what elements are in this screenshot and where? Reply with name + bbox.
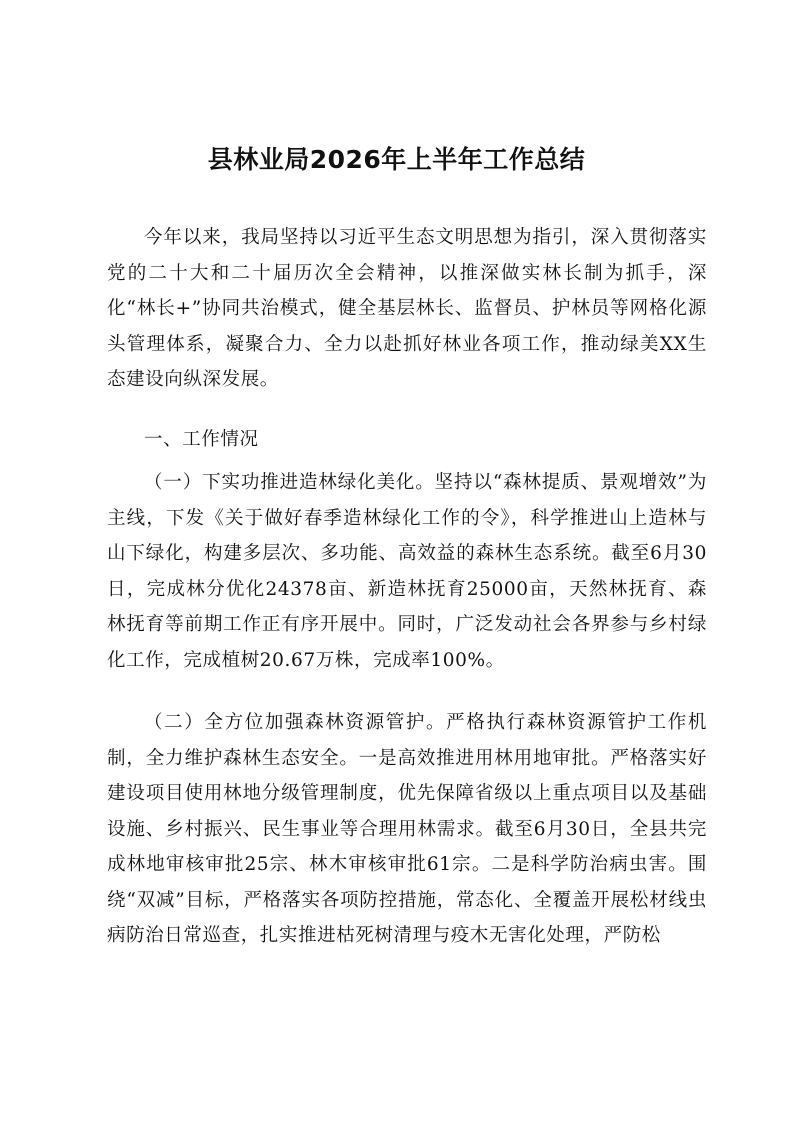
intro-paragraph: 今年以来，我局坚持以习近平生态文明思想为指引，深入贯彻落实党的二十大和二十届历次全会精神，以推深做实林长制为抓手，深化“林长+”协同共治模式，健全基层林长、监督员、护林员等网格化源头管理体系，凝聚合力、全力以赴抓好林业各项工作，推动绿美XX生态建设向纵深发展。 — [107, 227, 707, 390]
section-heading: 一、工作情况 — [144, 429, 259, 450]
document-title: 县林业局2026年上半年工作总结 — [207, 145, 586, 174]
paragraph-forest-resources: （二）全方位加强森林资源管护。严格执行森林资源管护工作机制，全力维护森林生态安全。一是高效推进用林用地审批。严格落实好建设项目使用林地分级管理制度，优先保障省级以上重点项目以及基础设施、乡村振兴、民生事业等合理用林需求。截至6月30日，全县共完成林地审核审批25宗、林木审核审批61宗。二是科学防治病虫害。围绕“双减”目标，严格落实各项防控措施，常态化、全覆盖开展松材线虫病防治日常巡查，扎实推进枯死树清理与疫木无害化处理，严防松 — [107, 712, 707, 946]
paragraph-afforestation: （一）下实功推进造林绿化美化。坚持以“森林提质、景观增效”为主线，下发《关于做好春季造林绿化工作的令》，科学推进山上造林与山下绿化，构建多层次、多功能、高效益的森林生态系统。截至6月30日，完成林分优化24378亩、新造林抚育25000亩，天然林抚育、森林抚育等前期工作正有序开展中。同时，广泛发动社会各界参与乡村绿化工作，完成植树20.67万株，完成率100%。 — [107, 472, 707, 671]
